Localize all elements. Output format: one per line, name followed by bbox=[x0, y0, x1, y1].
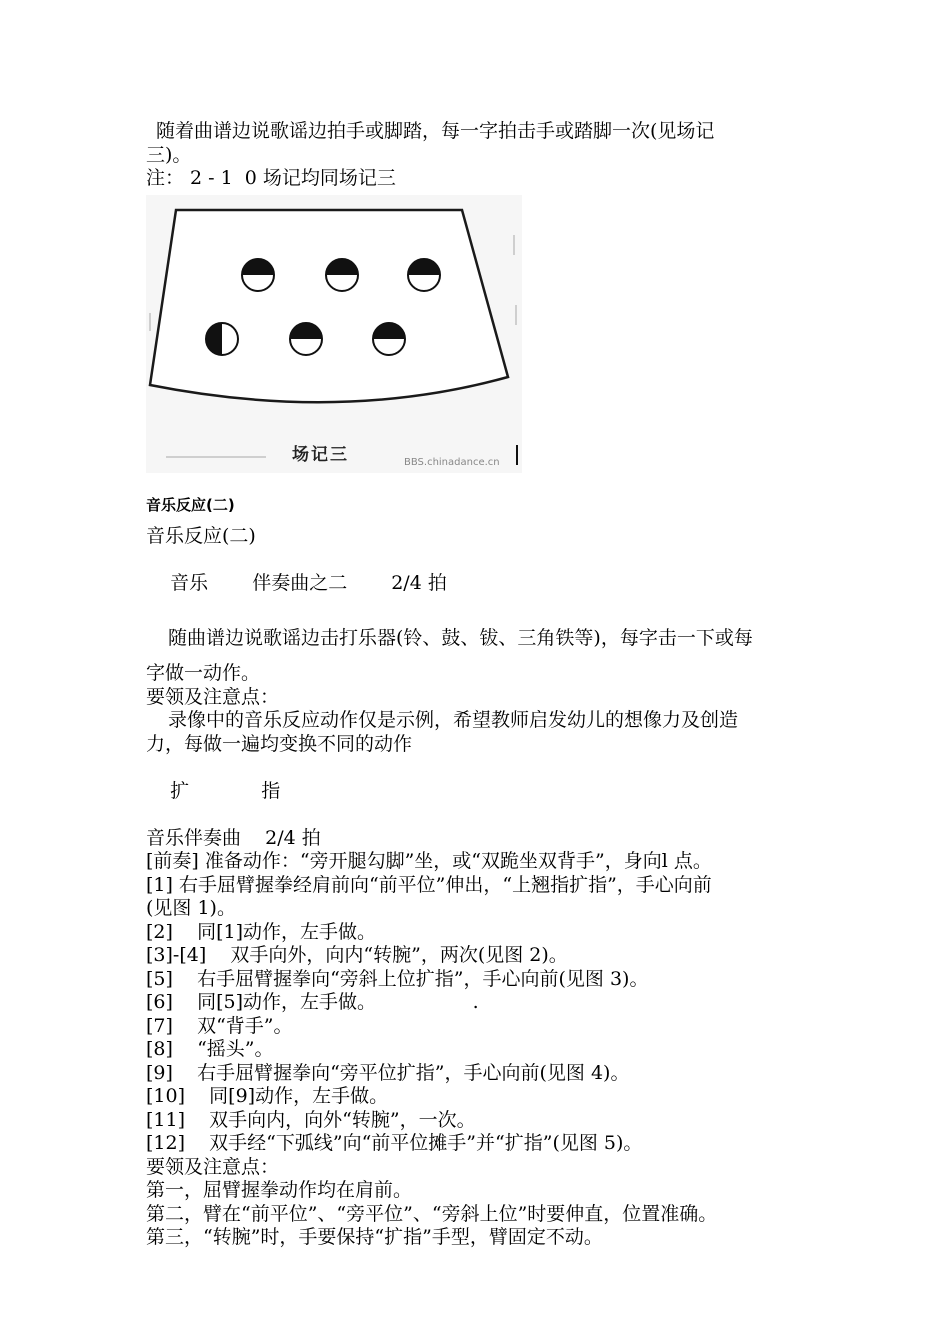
dance-step: [10] 同[9]动作，左手做。 bbox=[146, 1085, 389, 1107]
figure-watermark: BBS.chinadance.cn bbox=[404, 456, 500, 468]
dance-step: [6] 同[5]动作，左手做。 . bbox=[146, 991, 479, 1013]
dance-step: [8] “摇头”。 bbox=[146, 1038, 274, 1060]
dancer-marker bbox=[408, 259, 440, 291]
dance-step: (见图 1)。 bbox=[146, 897, 236, 919]
dance-step: [3]-[4] 双手向外，向内“转腕”，两次(见图 2)。 bbox=[146, 944, 568, 966]
intro-line-1: 随着曲谱边说歌谣边拍手或脚踏，每一字拍击手或踏脚一次(见场记 bbox=[156, 120, 715, 142]
dancer-marker bbox=[326, 259, 358, 291]
dance-title-left: 扩 bbox=[170, 779, 190, 802]
dance-step: [前奏] 准备动作：“旁开腿勾脚”坐，或“双跪坐双背手”，身向l 点。 bbox=[146, 850, 712, 872]
dance-step: [7] 双“背手”。 bbox=[146, 1014, 293, 1037]
section-points-line-1: 录像中的音乐反应动作仅是示例，希望教师启发幼儿的想像力及创造 bbox=[168, 709, 739, 731]
intro-note: 注： 2 - 1 0 场记均同场记三 bbox=[146, 167, 396, 189]
dancer-marker bbox=[373, 323, 405, 355]
dance-step: [12] 双手经“下弧线”向“前平位摊手”并“扩指”(见图 5)。 bbox=[146, 1132, 643, 1154]
dance-step: [5] 右手屈臂握拳向“旁斜上位扩指”，手心向前(见图 3)。 bbox=[146, 967, 649, 990]
intro-line-2: 三)。 bbox=[146, 143, 192, 166]
dancer-marker bbox=[290, 323, 322, 355]
dance-point: 第三，“转腕”时，手要保持“扩指”手型，臂固定不动。 bbox=[146, 1226, 603, 1248]
section-points-title: 要领及注意点： bbox=[146, 685, 280, 708]
section-heading: 音乐反应(二) bbox=[146, 495, 235, 514]
dance-point: 第二，臂在“前平位”、“旁平位”、“旁斜上位”时要伸直，位置准确。 bbox=[146, 1202, 718, 1225]
stage-diagram-figure bbox=[146, 195, 522, 473]
dance-step: [11] 双手向内，向外“转腕”，一次。 bbox=[146, 1108, 476, 1131]
section-title: 音乐反应(二) bbox=[146, 524, 256, 547]
dance-step: [2] 同[1]动作，左手做。 bbox=[146, 920, 376, 943]
section-para-line-1: 随曲谱边说歌谣边击打乐器(铃、鼓、钹、三角铁等)，每字击一下或每 bbox=[168, 626, 753, 649]
dancer-marker bbox=[206, 323, 238, 355]
dance-step: [1] 右手屈臂握拳经肩前向“前平位”伸出，“上翘指扩指”，手心向前 bbox=[146, 873, 712, 896]
stage-outline bbox=[150, 210, 508, 402]
music-beat: 2/4 拍 bbox=[391, 571, 447, 594]
music-info-row bbox=[146, 548, 846, 619]
dance-music-line: 音乐伴奏曲 2/4 拍 bbox=[146, 826, 321, 849]
section-para-line-2: 字做一动作。 bbox=[146, 662, 261, 684]
dancer-marker bbox=[242, 259, 274, 291]
document-page bbox=[146, 120, 846, 1250]
section-points-line-2: 力，每做一遍均变换不同的动作 bbox=[146, 732, 413, 755]
music-label: 音乐 bbox=[170, 571, 209, 594]
dance-title-right: 指 bbox=[261, 779, 281, 802]
figure-caption: 场记三 bbox=[292, 444, 349, 465]
music-piece: 伴奏曲之二 bbox=[252, 571, 348, 594]
dance-step: [9] 右手屈臂握拳向“旁平位扩指”，手心向前(见图 4)。 bbox=[146, 1061, 630, 1084]
dance-title-row bbox=[146, 756, 846, 827]
dance-points-title: 要领及注意点： bbox=[146, 1155, 280, 1178]
text-cursor-mark bbox=[516, 445, 518, 465]
dance-point: 第一，屈臂握拳动作均在肩前。 bbox=[146, 1179, 413, 1201]
stage-diagram bbox=[146, 195, 522, 473]
